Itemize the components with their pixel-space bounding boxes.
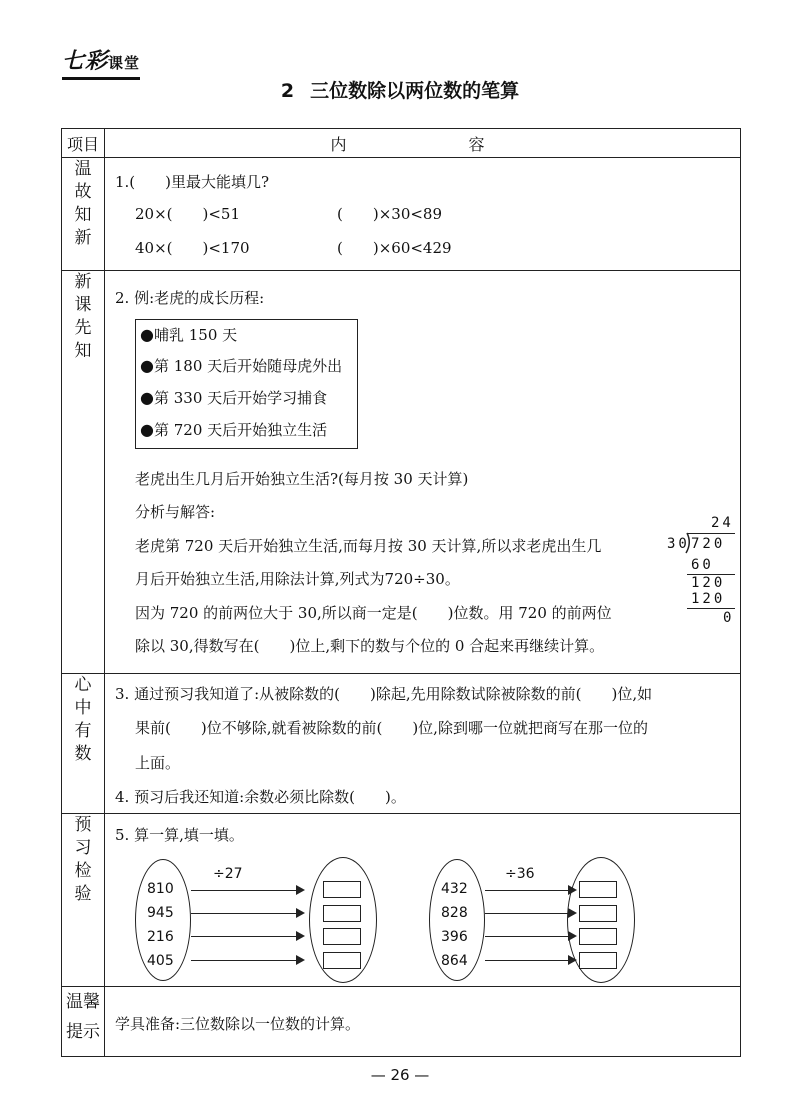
quotient: 24 (711, 515, 734, 531)
question-3-line: 上面。 (135, 754, 181, 772)
input-number: 216 (147, 929, 174, 945)
label-char: 验 (74, 884, 92, 904)
content-check (105, 814, 741, 987)
arrow-icon (191, 960, 303, 961)
analysis-title: 分析与解答: (135, 503, 216, 521)
question-1d: ( )×60<429 (337, 239, 452, 257)
fact-item: ●第 180 天后开始随母虎外出 (140, 356, 343, 375)
label-char: 知 (74, 341, 92, 361)
step-product: 60 (691, 557, 714, 573)
label-check (62, 814, 105, 987)
label-char: 中 (74, 698, 92, 718)
label-char: 心 (74, 675, 92, 695)
question-2-title: 2. 例:老虎的成长历程: (115, 289, 265, 307)
logo-brand: 七彩 (62, 49, 109, 74)
bullet-icon: ● (140, 325, 154, 344)
question-1b: ( )×30<89 (337, 205, 443, 223)
header-item: 项目 (62, 129, 105, 158)
label-line: 温馨 (66, 992, 100, 1012)
input-number: 828 (441, 905, 468, 921)
answer-box[interactable] (579, 905, 617, 922)
analysis-line: 老虎第 720 天后开始独立生活,而每月按 30 天计算,所以求老虎出生几 (135, 537, 602, 555)
lesson-question: 老虎出生几月后开始独立生活?(每月按 30 天计算) (135, 470, 469, 488)
publisher-logo (62, 44, 140, 80)
label-char: 故 (74, 182, 92, 202)
label-char: 习 (74, 838, 92, 858)
label-char: 新 (74, 228, 92, 248)
arrow-icon (485, 890, 575, 891)
answer-box[interactable] (579, 928, 617, 945)
answer-box[interactable] (323, 928, 361, 945)
answer-box[interactable] (323, 952, 361, 969)
label-char: 预 (74, 815, 92, 835)
answer-box[interactable] (323, 905, 361, 922)
input-number: 810 (147, 881, 174, 897)
input-number: 396 (441, 929, 468, 945)
label-tip (62, 987, 105, 1057)
section-check (62, 814, 741, 987)
question-1a: 20×( )<51 (135, 205, 241, 223)
label-review (62, 158, 105, 271)
analysis-line: 月后开始独立生活,用除法计算,列式为720÷30。 (135, 570, 460, 588)
label-char: 数 (74, 744, 92, 764)
dividend: 720 (691, 536, 726, 552)
step-remainder: 120 (691, 575, 726, 591)
question-1c: 40×( )<170 (135, 239, 250, 257)
arrow-icon (485, 936, 575, 937)
label-char: 有 (74, 721, 92, 741)
arrow-icon (485, 913, 575, 914)
table-header-row (62, 129, 741, 158)
long-division (667, 515, 737, 645)
fact-item: ●第 330 天后开始学习捕食 (140, 388, 328, 407)
page-title (0, 76, 800, 103)
bullet-icon: ● (140, 388, 154, 407)
operator-label: ÷27 (213, 866, 243, 882)
input-number: 405 (147, 953, 174, 969)
logo-suffix: 课堂 (108, 54, 141, 72)
label-char: 检 (74, 861, 92, 881)
step-product: 120 (691, 591, 726, 607)
bullet-icon: ● (140, 356, 154, 375)
answer-box[interactable] (579, 952, 617, 969)
content-summary (105, 674, 741, 814)
section-tip (62, 987, 741, 1057)
arrow-icon (191, 913, 303, 914)
lesson-number: 2 (280, 80, 295, 102)
label-char: 知 (74, 205, 92, 225)
label-summary (62, 674, 105, 814)
arrow-icon (191, 890, 303, 891)
analysis-line: 除以 30,得数写在( )位上,剩下的数与个位的 0 合起来再继续计算。 (135, 637, 605, 655)
worksheet-table (61, 128, 741, 1057)
label-char: 温 (74, 159, 92, 179)
question-3-line: 3. 通过预习我知道了:从被除数的( )除起,先用除数试除被除数的前( )位,如 (115, 685, 653, 703)
bullet-icon: ● (140, 420, 154, 439)
label-line: 提示 (66, 1022, 100, 1042)
arrow-icon (485, 960, 575, 961)
fact-item: ●哺乳 150 天 (140, 325, 238, 344)
arrow-icon (191, 936, 303, 937)
question-4: 4. 预习后我还知道:余数必须比除数( )。 (115, 788, 406, 806)
content-new-lesson (105, 271, 741, 674)
fact-item: ●第 720 天后开始独立生活 (140, 420, 328, 439)
answer-box[interactable] (579, 881, 617, 898)
section-new-lesson (62, 271, 741, 674)
header-content: 内 容 (105, 129, 741, 158)
label-char: 先 (74, 318, 92, 338)
question-5-title: 5. 算一算,填一填。 (115, 826, 244, 844)
page-number: — 26 — (370, 1066, 430, 1084)
content-review (105, 158, 741, 271)
division-bar (687, 533, 735, 534)
input-number: 945 (147, 905, 174, 921)
facts-box (135, 319, 358, 449)
input-number: 864 (441, 953, 468, 969)
input-number: 432 (441, 881, 468, 897)
section-review (62, 158, 741, 271)
label-char: 新 (74, 272, 92, 292)
question-1-title: 1.( )里最大能填几? (115, 173, 270, 191)
section-summary (62, 674, 741, 814)
final-remainder: 0 (723, 610, 735, 626)
operator-label: ÷36 (505, 866, 535, 882)
lesson-title: 三位数除以两位数的笔算 (310, 80, 520, 102)
label-char: 课 (74, 295, 92, 315)
question-3-line: 果前( )位不够除,就看被除数的前( )位,除到哪一位就把商写在那一位的 (135, 719, 648, 737)
analysis-line: 因为 720 的前两位大于 30,所以商一定是( )位数。用 720 的前两位 (135, 604, 612, 622)
content-tip (105, 987, 741, 1057)
tip-text: 学具准备:三位数除以一位数的计算。 (115, 1015, 361, 1033)
step-line (687, 608, 735, 609)
label-new-lesson (62, 271, 105, 674)
answer-box[interactable] (323, 881, 361, 898)
divisor: 30 (667, 536, 690, 552)
